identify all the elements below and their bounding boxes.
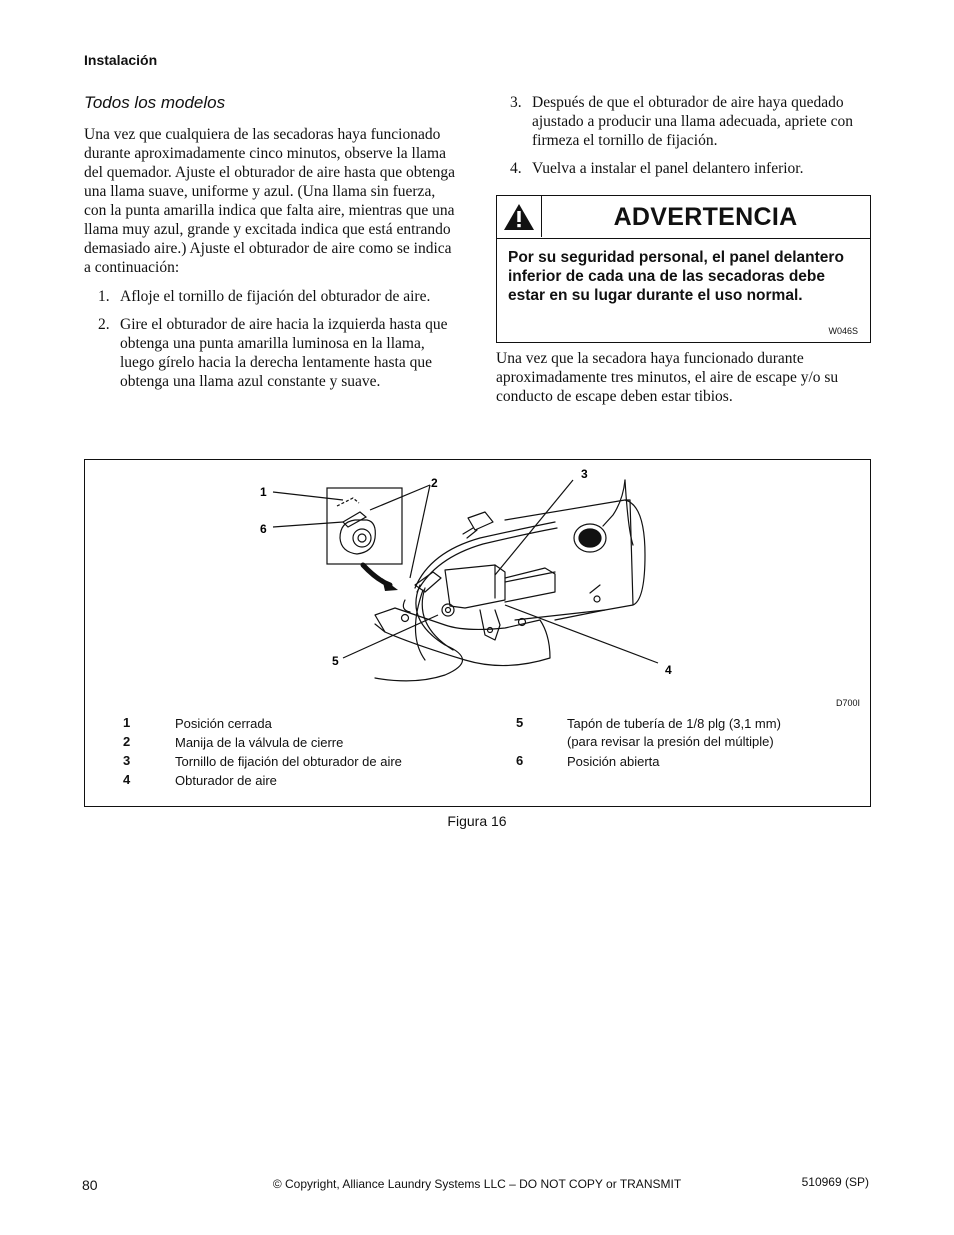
step-number: 1.	[98, 288, 110, 305]
figure-code: D700I	[835, 698, 860, 708]
legend-text: Tapón de tubería de 1/8 plg (3,1 mm)	[567, 716, 781, 731]
legend-num: 5	[516, 715, 524, 730]
step-number: 4.	[510, 160, 522, 177]
subheading: Todos los modelos	[84, 93, 226, 112]
legend-num: 2	[123, 734, 131, 749]
warning-icon-cell	[497, 196, 542, 237]
legend-text: Tornillo de fijación del obturador de aire	[175, 754, 402, 769]
step-item	[496, 159, 874, 178]
burner-illustration	[85, 460, 870, 710]
rotation-arrowhead	[382, 578, 398, 591]
legend-num: 6	[516, 753, 524, 768]
legend-text: Obturador de aire	[175, 773, 277, 788]
page-number: 80	[82, 1177, 98, 1193]
steps-list-left	[84, 287, 456, 391]
callout-4: 4	[665, 663, 672, 677]
callout-1: 1	[260, 485, 267, 499]
legend-num: 1	[123, 715, 131, 730]
step-text: Después de que el obturador de aire haya quedado ajustado a producir una llama adecuada, apriete con firmeza el tornillo de fijación.	[532, 94, 854, 149]
step-text: Afloje el tornillo de fijación del obturador de aire.	[120, 288, 431, 305]
warning-body: Por su seguridad personal, el panel delantero inferior de cada una de las secadoras debe estar en su lugar durante el uso normal.	[508, 249, 844, 304]
steps-list-right	[496, 93, 874, 178]
warning-header	[497, 196, 870, 239]
legend-num: 3	[123, 753, 131, 768]
figure-caption: Figura 16	[447, 813, 507, 829]
exhaust-paragraph: Una vez que la secadora haya funcionado durante aproximadamente tres minutos, el aire de escape y/o su conducto de escape deben estar tibios.	[496, 350, 839, 405]
document-number: 510969 (SP)	[801, 1175, 869, 1189]
warning-triangle-icon	[502, 202, 536, 232]
step-number: 3.	[510, 94, 522, 111]
step-text: Gire el obturador de aire hacia la izquierda hasta que obtenga una punta amarilla luminosa en la llama, luego gírelo hacia la derecha lentamente hasta que obtenga una llama azul constante y suave.	[120, 316, 448, 390]
legend-text: Manija de la válvula de cierre	[175, 735, 344, 750]
legend-text: Posición abierta	[567, 754, 660, 769]
legend-text-continued: (para revisar la presión del múltiple)	[567, 734, 774, 749]
intro-paragraph: Una vez que cualquiera de las secadoras haya funcionado durante aproximadamente cinco minutos, observe la llama del quemador. Ajuste el obturador de aire hasta que obtenga una llama suave, uniforme y azul. (Una llama sin fuerza, con la punta amarilla indica que falta aire, mientras que una llama muy azul, grande y excitada indica que está entrando demasiado aire.) Ajuste el obturador de aire como se indica a continuación:	[84, 126, 456, 276]
left-column	[84, 93, 456, 400]
callout-6: 6	[260, 522, 267, 536]
step-item	[496, 93, 874, 150]
section-header: Instalación	[84, 52, 158, 68]
warning-box	[496, 195, 871, 343]
step-number: 2.	[98, 316, 110, 333]
legend-text: Posición cerrada	[175, 716, 272, 731]
step-item	[84, 287, 456, 306]
copyright-notice: © Copyright, Alliance Laundry Systems LLC – DO NOT COPY or TRANSMIT	[272, 1177, 682, 1191]
callout-5: 5	[332, 654, 339, 668]
warning-code: W046S	[828, 326, 858, 336]
warning-title: ADVERTENCIA	[613, 202, 798, 231]
callout-3: 3	[581, 467, 588, 481]
step-text: Vuelva a instalar el panel delantero inferior.	[532, 160, 804, 177]
callout-2: 2	[431, 476, 438, 490]
legend-num: 4	[123, 772, 131, 787]
figure-box	[84, 459, 871, 807]
right-column	[496, 93, 874, 187]
step-item	[84, 315, 456, 391]
